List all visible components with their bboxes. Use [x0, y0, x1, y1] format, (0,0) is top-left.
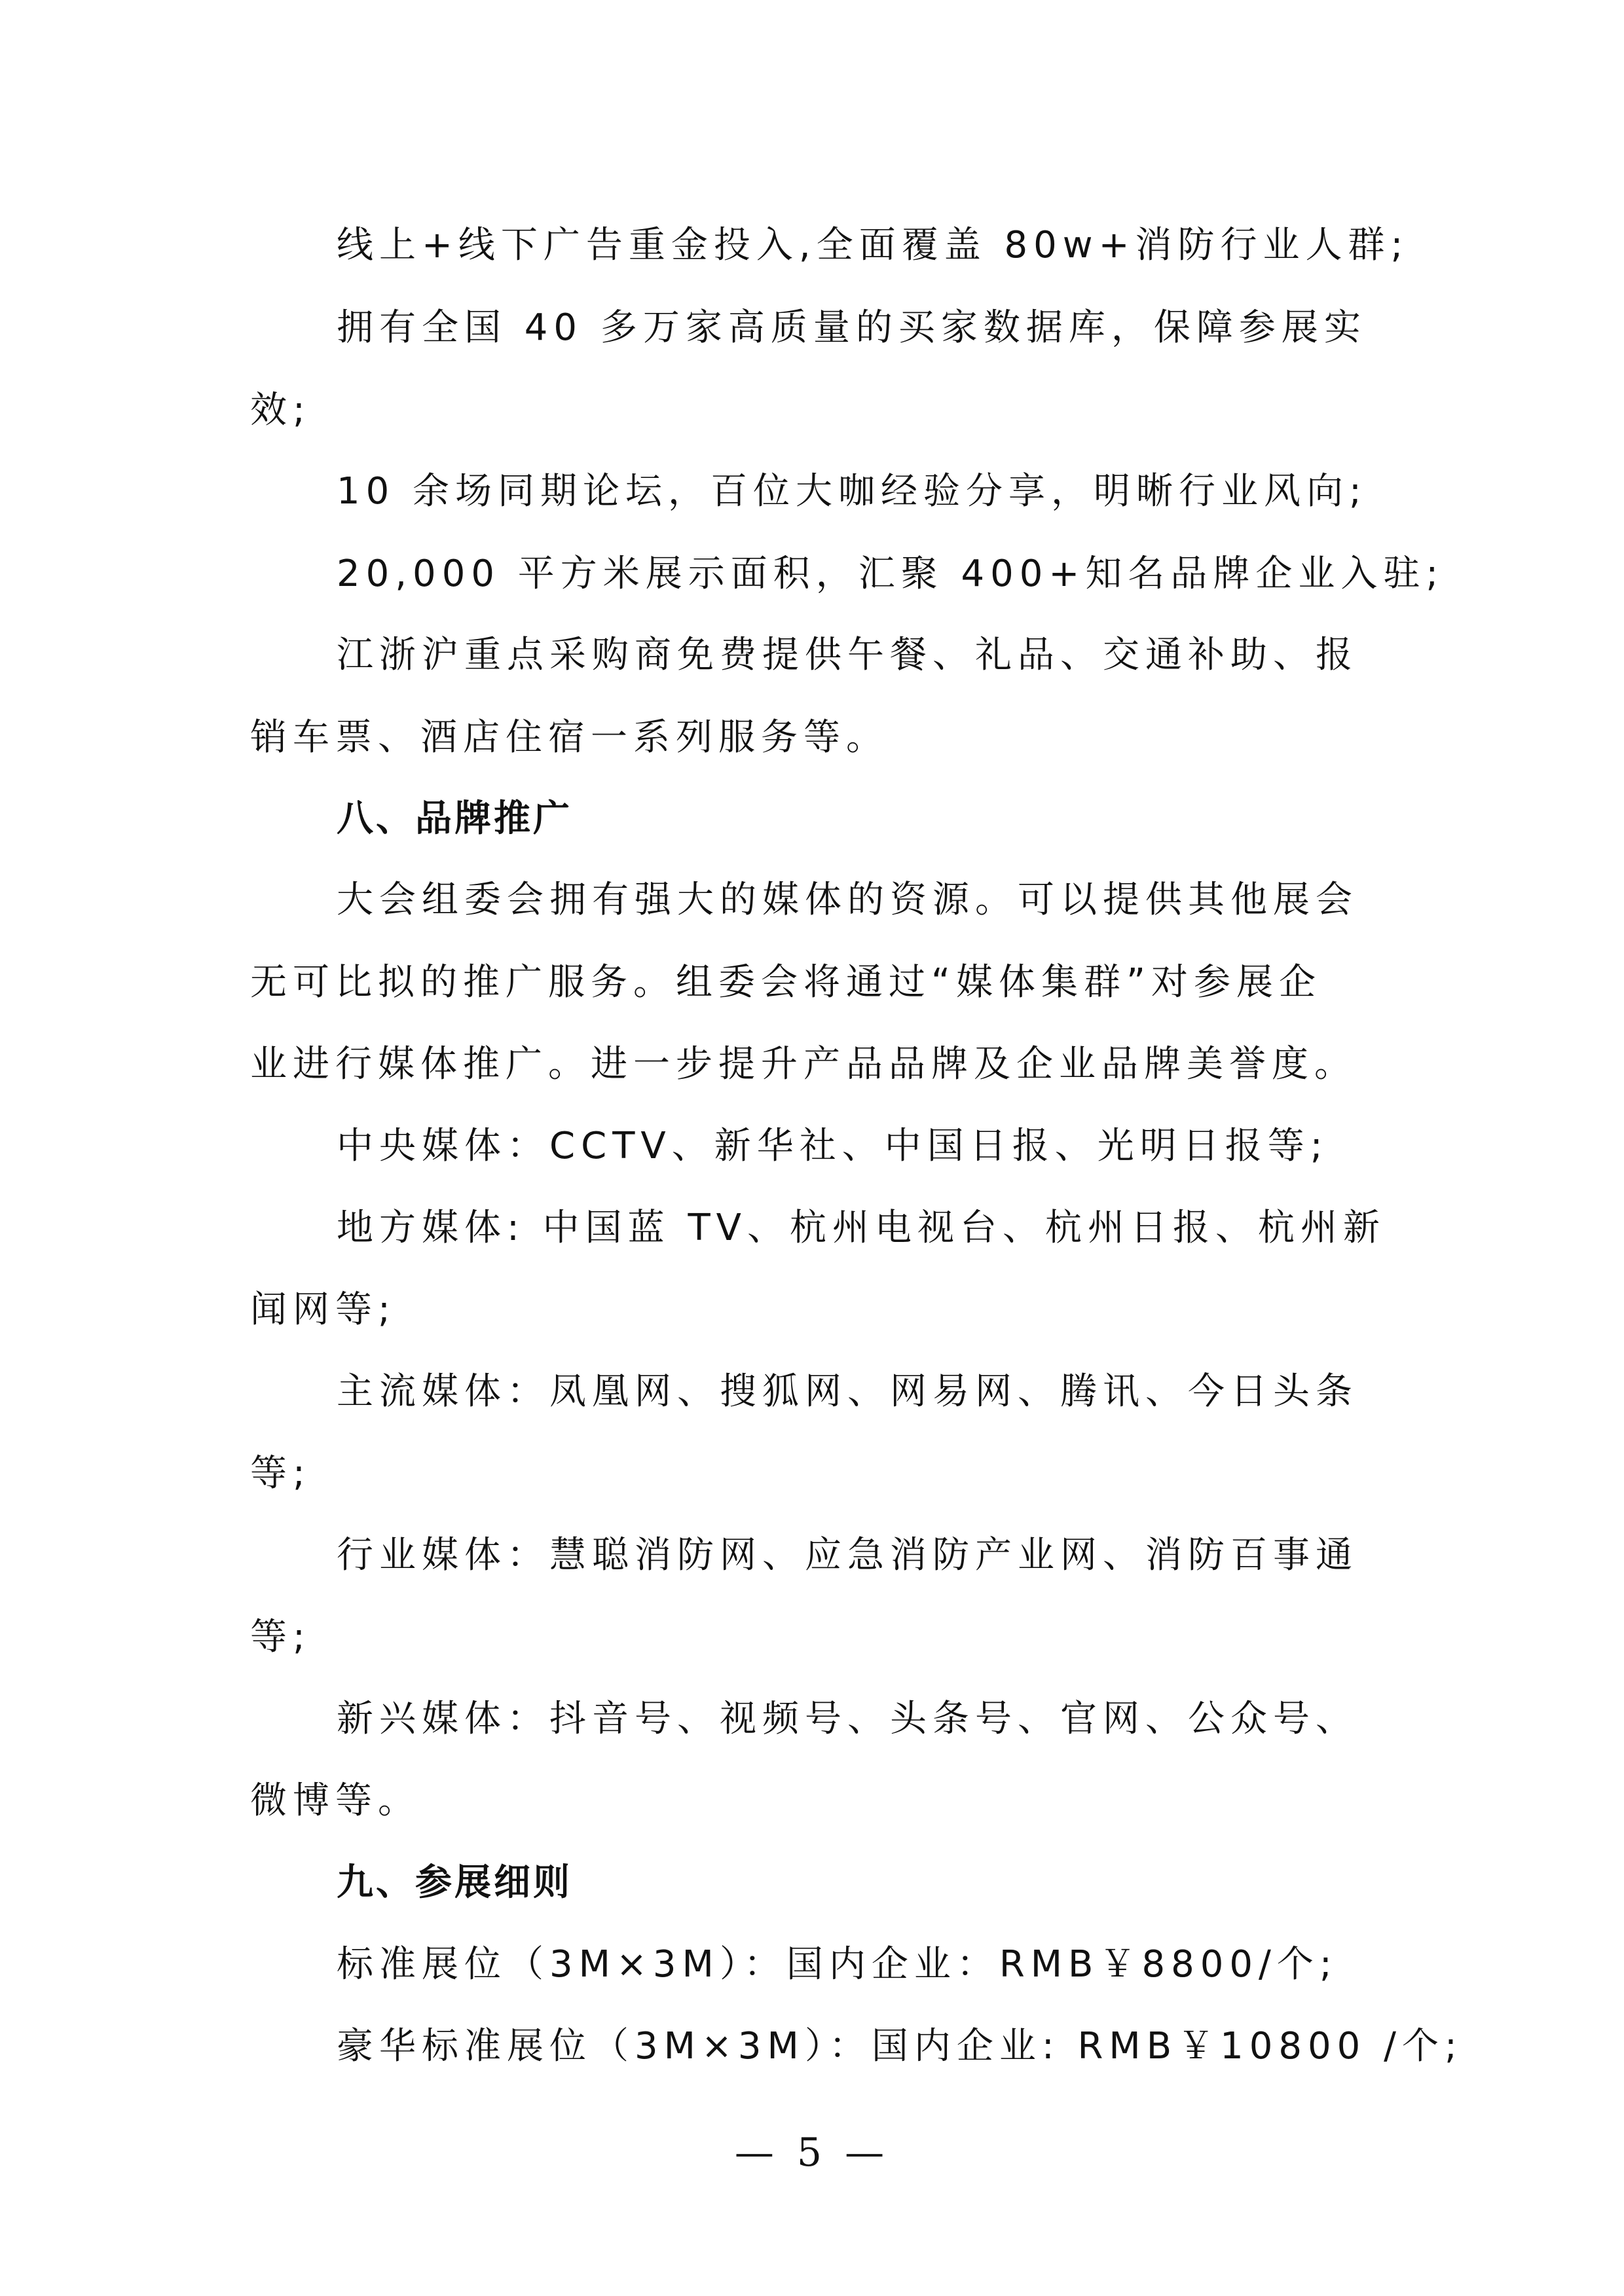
- paragraph-line-forums: 10 余场同期论坛，百位大咖经验分享，明晰行业风向;: [337, 470, 1367, 513]
- paragraph-line-buyer-services-cont: 销车票、酒店住宿一系列服务等。: [250, 716, 889, 759]
- paragraph-line-buyer-database-cont: 效;: [250, 389, 311, 431]
- paragraph-line-local-media-cont: 闻网等;: [250, 1288, 396, 1331]
- paragraph-line-new-media: 新兴媒体：抖音号、视频号、头条号、官网、公众号、: [337, 1698, 1358, 1740]
- paragraph-line-media-resources: 大会组委会拥有强大的媒体的资源。可以提供其他展会: [337, 879, 1358, 921]
- page-number: — 5 —: [734, 2130, 890, 2176]
- paragraph-line-ad-coverage: 线上+线下广告重金投入,全面覆盖 80w+消防行业人群;: [337, 224, 1409, 266]
- paragraph-line-local-media: 地方媒体: 中国蓝 TV、杭州电视台、杭州日报、杭州新: [337, 1207, 1386, 1249]
- paragraph-line-industry-media: 行业媒体：慧聪消防网、应急消防产业网、消防百事通: [337, 1534, 1358, 1576]
- paragraph-line-buyer-services: 江浙沪重点采购商免费提供午餐、礼品、交通补助、报: [337, 634, 1358, 676]
- paragraph-line-central-media: 中央媒体：CCTV、新华社、中国日报、光明日报等;: [337, 1125, 1329, 1167]
- paragraph-line-media-resources-cont-1: 无可比拟的推广服务。组委会将通过“媒体集群”对参展企: [250, 961, 1322, 1004]
- paragraph-line-deluxe-booth: 豪华标准展位（3M×3M）：国内企业: RMB￥10800 /个;: [337, 2025, 1463, 2068]
- section-heading-exhibition-details: 九、参展细则: [337, 1861, 572, 1904]
- section-heading-brand-promotion: 八、品牌推广: [337, 797, 572, 840]
- paragraph-line-industry-media-cont: 等;: [250, 1616, 311, 1658]
- paragraph-line-new-media-cont: 微博等。: [250, 1779, 420, 1822]
- paragraph-line-mainstream-media-cont: 等;: [250, 1452, 311, 1495]
- paragraph-line-standard-booth: 标准展位（3M×3M）：国内企业：RMB￥8800/个;: [337, 1943, 1338, 1986]
- paragraph-line-media-resources-cont-2: 业进行媒体推广。进一步提升产品品牌及企业品牌美誉度。: [250, 1043, 1357, 1085]
- paragraph-line-exhibition-area: 20,000 平方米展示面积，汇聚 400+知名品牌企业入驻;: [337, 553, 1445, 595]
- paragraph-line-buyer-database: 拥有全国 40 多万家高质量的买家数据库，保障参展实: [337, 306, 1367, 349]
- paragraph-line-mainstream-media: 主流媒体：凤凰网、搜狐网、网易网、腾讯、今日头条: [337, 1370, 1358, 1413]
